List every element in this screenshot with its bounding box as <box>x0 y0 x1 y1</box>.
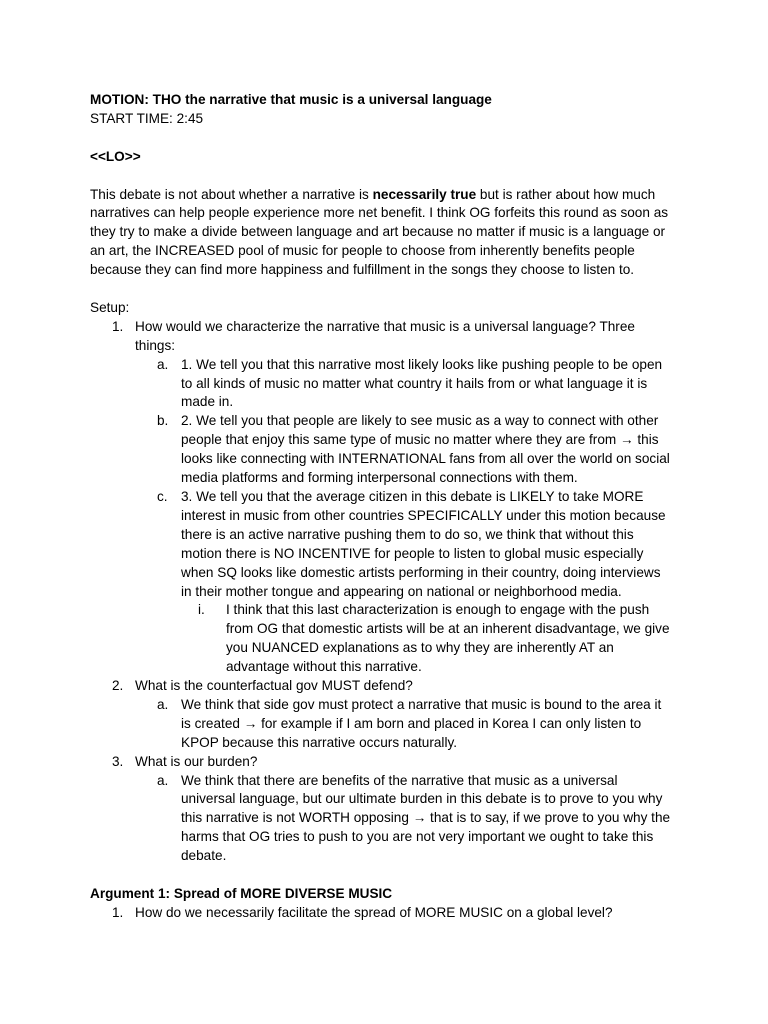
list-text: you NUANCED explanations as to why they are inherently AT an <box>226 640 614 656</box>
list-text: 1. We tell you that this narrative most likely looks like pushing people to be open <box>181 356 663 372</box>
list-text: I think that this last characterization is enough to engage with the push <box>226 602 650 618</box>
intro-line-5: because they can find more happiness and fulfillment in the songs they choose to listen to. <box>90 262 635 278</box>
list-text: KPOP because this narrative occurs naturally. <box>181 734 458 750</box>
list-text: interest in music from other countries SPECIFICALLY under this motion because <box>181 507 666 523</box>
list-text: from OG that domestic artists will be at an inherent disadvantage, we give <box>226 621 670 637</box>
document-page <box>90 91 690 923</box>
list-text: How would we characterize the narrative that music is a universal language? Three <box>135 318 635 334</box>
list-text: How do we necessarily facilitate the spread of MORE MUSIC on a global level? <box>135 904 613 920</box>
list-text: things: <box>135 337 176 353</box>
list-text: made in. <box>181 394 234 410</box>
list-text: debate. <box>181 848 227 864</box>
list-marker: b. <box>157 413 169 429</box>
spacer <box>90 129 690 148</box>
spacer <box>90 167 690 186</box>
list-text: people that enjoy this same type of music no matter where they are from → this <box>181 432 659 448</box>
spacer <box>90 866 690 885</box>
intro-line-3: they try to make a divide between language and art because no matter if music is a language or <box>90 224 666 240</box>
intro-line-4: an art, the INCREASED pool of music for people to choose from inherently benefits people <box>90 243 635 259</box>
list-text: media platforms and forming interpersonal connections with them. <box>181 470 578 486</box>
list-item-3a <box>90 772 690 867</box>
list-item-1ci <box>90 601 690 677</box>
intro-emphasis: necessarily true <box>372 186 477 202</box>
spacer <box>90 280 690 299</box>
list-item-1 <box>90 318 690 356</box>
list-text: in their mother tongue and appearing on national or neighborhood media. <box>181 583 622 599</box>
speaker-role: <<LO>> <box>90 148 141 164</box>
intro-text: but is rather about how much <box>476 186 656 202</box>
motion-title: MOTION: THO the narrative that music is a universal language <box>90 92 492 107</box>
intro-line-2: narratives can help people experience more net benefit. I think OG forfeits this round as soon as <box>90 205 669 221</box>
intro-paragraph <box>90 186 690 281</box>
list-item-1a <box>90 356 690 413</box>
list-item-3 <box>90 753 690 772</box>
list-marker: 1. <box>112 318 124 334</box>
list-marker: 1. <box>112 904 124 920</box>
list-text: when SQ looks like domestic artists performing in their country, doing interviews <box>181 564 661 580</box>
argument-list-item-1 <box>90 904 690 923</box>
list-item-1c <box>90 488 690 601</box>
list-item-2a <box>90 696 690 753</box>
list-text: looks like connecting with INTERNATIONAL fans from all over the world on social <box>181 451 670 467</box>
list-marker: 2. <box>112 678 124 694</box>
list-text: What is the counterfactual gov MUST defend? <box>135 678 413 694</box>
argument-heading: Argument 1: Spread of MORE DIVERSE MUSIC <box>90 886 393 901</box>
list-marker: a. <box>157 696 169 712</box>
list-text: What is our burden? <box>135 753 258 769</box>
list-text: motion there is NO INCENTIVE for people to listen to global music especially <box>181 545 644 561</box>
intro-line-1 <box>90 186 690 205</box>
setup-label: Setup: <box>90 299 130 315</box>
list-text: 2. We tell you that people are likely to see music as a way to connect with other <box>181 413 659 429</box>
start-time: START TIME: 2:45 <box>90 110 204 126</box>
list-text: 3. We tell you that the average citizen in this debate is LIKELY to take MORE <box>181 488 644 504</box>
list-text: to all kinds of music no matter what country it hails from or what language it is <box>181 375 648 391</box>
list-item-2 <box>90 677 690 696</box>
list-text: We think that side gov must protect a narrative that music is bound to the area it <box>181 696 662 712</box>
list-marker: 3. <box>112 753 124 769</box>
list-marker: a. <box>157 772 169 788</box>
list-text: harms that OG tries to push to you are not very important we ought to take this <box>181 829 654 845</box>
intro-text: This debate is not about whether a narrative is <box>90 186 373 202</box>
list-text: this narrative is not WORTH opposing → that is to say, if we prove to you why the <box>181 810 671 826</box>
list-text: there is an active narrative pushing them to do so, we think that without this <box>181 526 634 542</box>
list-text: is created → for example if I am born and placed in Korea I can only listen to <box>181 715 642 731</box>
list-marker: a. <box>157 356 169 372</box>
list-marker: i. <box>198 602 205 618</box>
list-text: We think that there are benefits of the narrative that music as a universal <box>181 772 618 788</box>
list-item-1b <box>90 412 690 488</box>
list-text: advantage without this narrative. <box>226 659 422 675</box>
list-marker: c. <box>157 488 168 504</box>
list-text: universal language, but our ultimate burden in this debate is to prove to you why <box>181 791 663 807</box>
